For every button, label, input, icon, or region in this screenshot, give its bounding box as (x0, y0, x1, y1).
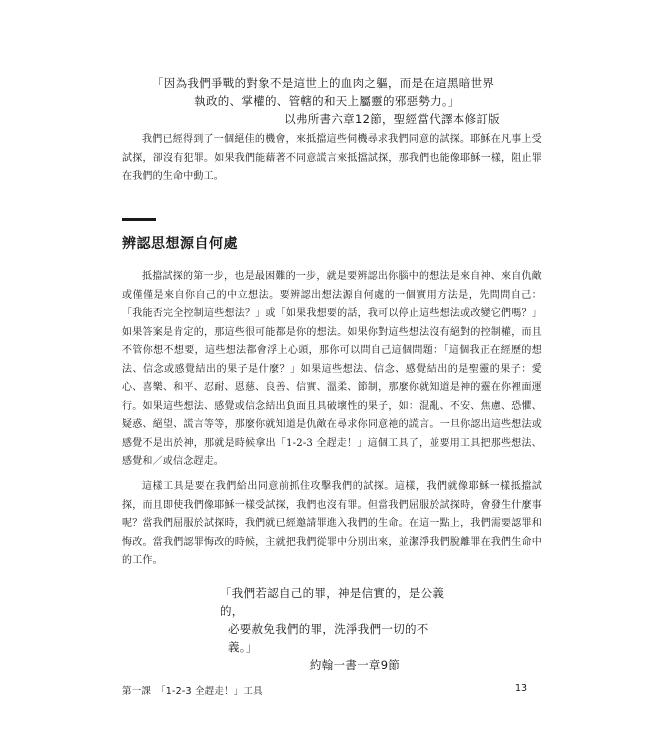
section-paragraph-1 (122, 268, 542, 472)
footer-chapter-title: 第一課 「1-2-3 全趕走！」工具 (122, 686, 263, 697)
closing-quote (220, 584, 450, 674)
section-paragraph-2-text: 這樣工具是要在我們給出同意前抓住攻擊我們的試探。這樣，我們就像耶穌一樣抵擋試探，而且即使我們像耶穌一樣受試探，我們也沒有罪。但當我們屈服於試探時，會發生什麼事呢？當我們屈服於試探時，我們就已經邀請罪進入我們的生命。在這一點上，我們需要認罪和悔改。當我們認罪悔改的時候，主就把我們從罪中分別出來，並潔淨我們脫離罪在我們生命中的工作。 (122, 481, 542, 566)
intro-paragraph-text: 我們已經得到了一個絕佳的機會，來抵擋這些伺機尋求我們同意的試探。耶穌在凡事上受試探，卻沒有犯罪。如果我們能藉著不同意謊言來抵擋試探，那我們也能像耶穌一樣，阻止罪在我們的生命中動工。 (122, 134, 542, 182)
section-paragraph-1-text: 抵擋試探的第一步，也是最困難的一步，就是要辨認出你腦中的想法是來自神、來自仇敵或僅僅是來自你自己的中立想法。要辨認出想法源自何處的一個實用方法是，先問問自己：「我能否完全控制這些想法？」或「如果我想要的話，我可以停止這些想法或改變它們嗎？」如果答案是肯定的，那這些很可能都是你的想法。如果你對這些想法沒有絕對的控制權，而且不管你想不想要，這些想法都會浮上心頭，那你可以問自己這個問題：「這個我正在經歷的想法、信念或感覺結出的果子是什麼？」如果這些想法、信念、感覺結出的是聖靈的果子：愛心、喜樂、和平、忍耐、恩慈、良善、信實、溫柔、節制，那麼你就知道是神的靈在你裡面運行。如果這些想法、感覺或信念結出負面且具破壞性的果子，如：混亂、不安、焦慮、恐懼、疑惑、絕望、謊言等等，那麼你就知道是仇敵在尋求你同意祂的謊言。一旦你認出這些想法或感覺不是出於神，那就是時候拿出「1-2-3 全趕走！」這個工具了，並要用工具把那些想法、感覺和／或信念趕走。 (122, 271, 542, 467)
epigraph-citation: 以弗所書六章12節，聖經當代譯本修訂版 (284, 112, 500, 126)
epigraph-line-1: 「因為我們爭戰的對象不是這世上的血肉之軀，而是在這黑暗世界 (152, 76, 495, 90)
page-number: 13 (515, 683, 528, 694)
section-paragraph-2 (122, 478, 542, 571)
intro-paragraph (122, 131, 542, 187)
epigraph-quote (152, 74, 502, 128)
closing-quote-line-1: 「我們若認自己的罪，神是信實的，是公義的， (220, 586, 445, 618)
section-rule (122, 218, 156, 221)
section-heading: 辨認思想源自何處 (122, 236, 238, 252)
epigraph-line-2: 執政的、掌權的、管轄的和天上屬靈的邪惡勢力。」 (194, 94, 460, 108)
closing-quote-line-2: 必要赦免我們的罪，洗淨我們一切的不義。」 (228, 622, 429, 654)
closing-quote-citation: 約翰一書一章9節 (309, 658, 401, 672)
